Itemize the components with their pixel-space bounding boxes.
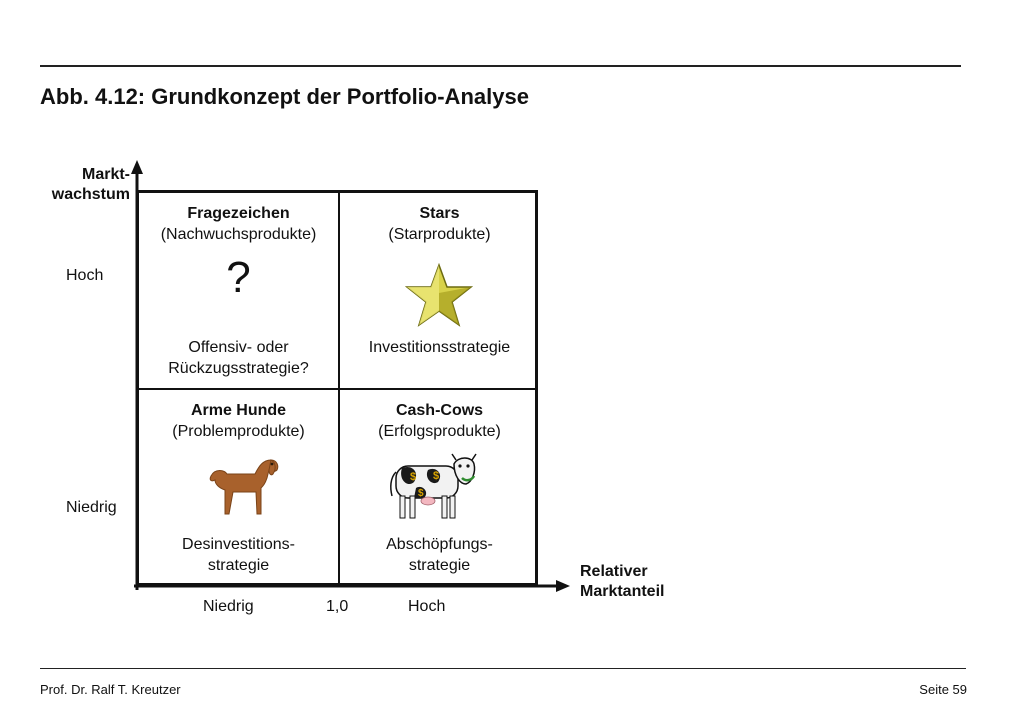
quadrant-strategy bbox=[139, 337, 338, 379]
quadrant-title: Cash-Cows bbox=[395, 402, 484, 419]
strategy-line1: Abschöpfungs- bbox=[386, 536, 493, 553]
strategy-line1: Desinvestitions- bbox=[182, 536, 295, 553]
dog-icon bbox=[205, 456, 281, 520]
quadrant-cash-cows bbox=[340, 390, 539, 585]
star-icon bbox=[405, 263, 473, 327]
x-tick-low: Niedrig bbox=[203, 598, 254, 615]
quadrant-question-marks bbox=[139, 193, 338, 388]
quadrant-strategy bbox=[340, 337, 539, 358]
quadrant-strategy bbox=[139, 534, 338, 576]
x-axis-label-line2: Marktanteil bbox=[580, 583, 665, 600]
x-tick-high: Hoch bbox=[408, 598, 446, 615]
quadrant-subtitle: (Starprodukte) bbox=[388, 226, 491, 243]
quadrant-title: Stars bbox=[419, 205, 460, 222]
svg-text:$: $ bbox=[410, 471, 417, 483]
strategy-line2: Rückzugsstrategie? bbox=[168, 360, 309, 377]
y-axis-label bbox=[40, 165, 130, 205]
quadrant-subtitle: (Nachwuchsprodukte) bbox=[160, 226, 317, 243]
quadrant-stars bbox=[340, 193, 539, 388]
svg-text:$: $ bbox=[433, 470, 440, 482]
top-rule bbox=[40, 65, 961, 67]
y-axis-label-line2: wachstum bbox=[51, 186, 130, 203]
page-title: Abb. 4.12: Grundkonzept der Portfolio-Analyse bbox=[40, 84, 529, 109]
y-tick-low: Niedrig bbox=[66, 499, 117, 516]
x-axis-label-line1: Relativer bbox=[580, 563, 648, 580]
footer-author: Prof. Dr. Ralf T. Kreutzer bbox=[40, 682, 181, 697]
svg-text:$: $ bbox=[418, 488, 424, 499]
bottom-rule bbox=[40, 668, 966, 669]
quadrant-title: Arme Hunde bbox=[190, 402, 287, 419]
strategy-line2: strategie bbox=[207, 557, 270, 574]
quadrant-title: Fragezeichen bbox=[187, 205, 290, 222]
quadrant-poor-dogs bbox=[139, 390, 338, 585]
question-mark-icon: ? bbox=[226, 253, 251, 302]
cow-icon bbox=[388, 452, 480, 522]
x-axis-label bbox=[580, 562, 664, 602]
strategy-line1: Offensiv- oder bbox=[188, 339, 289, 356]
quadrant-strategy bbox=[340, 534, 539, 576]
x-tick-mid: 1,0 bbox=[326, 598, 349, 615]
strategy-line1: Investitionsstrategie bbox=[368, 339, 511, 356]
quadrant-subtitle: (Erfolgsprodukte) bbox=[378, 423, 501, 440]
y-axis-label-line1: Markt- bbox=[81, 166, 130, 183]
strategy-line2: strategie bbox=[408, 557, 471, 574]
portfolio-matrix bbox=[136, 190, 538, 586]
quadrant-subtitle: (Problemprodukte) bbox=[172, 423, 305, 440]
footer-page-number: Seite 59 bbox=[919, 682, 967, 697]
y-tick-high: Hoch bbox=[66, 267, 104, 284]
